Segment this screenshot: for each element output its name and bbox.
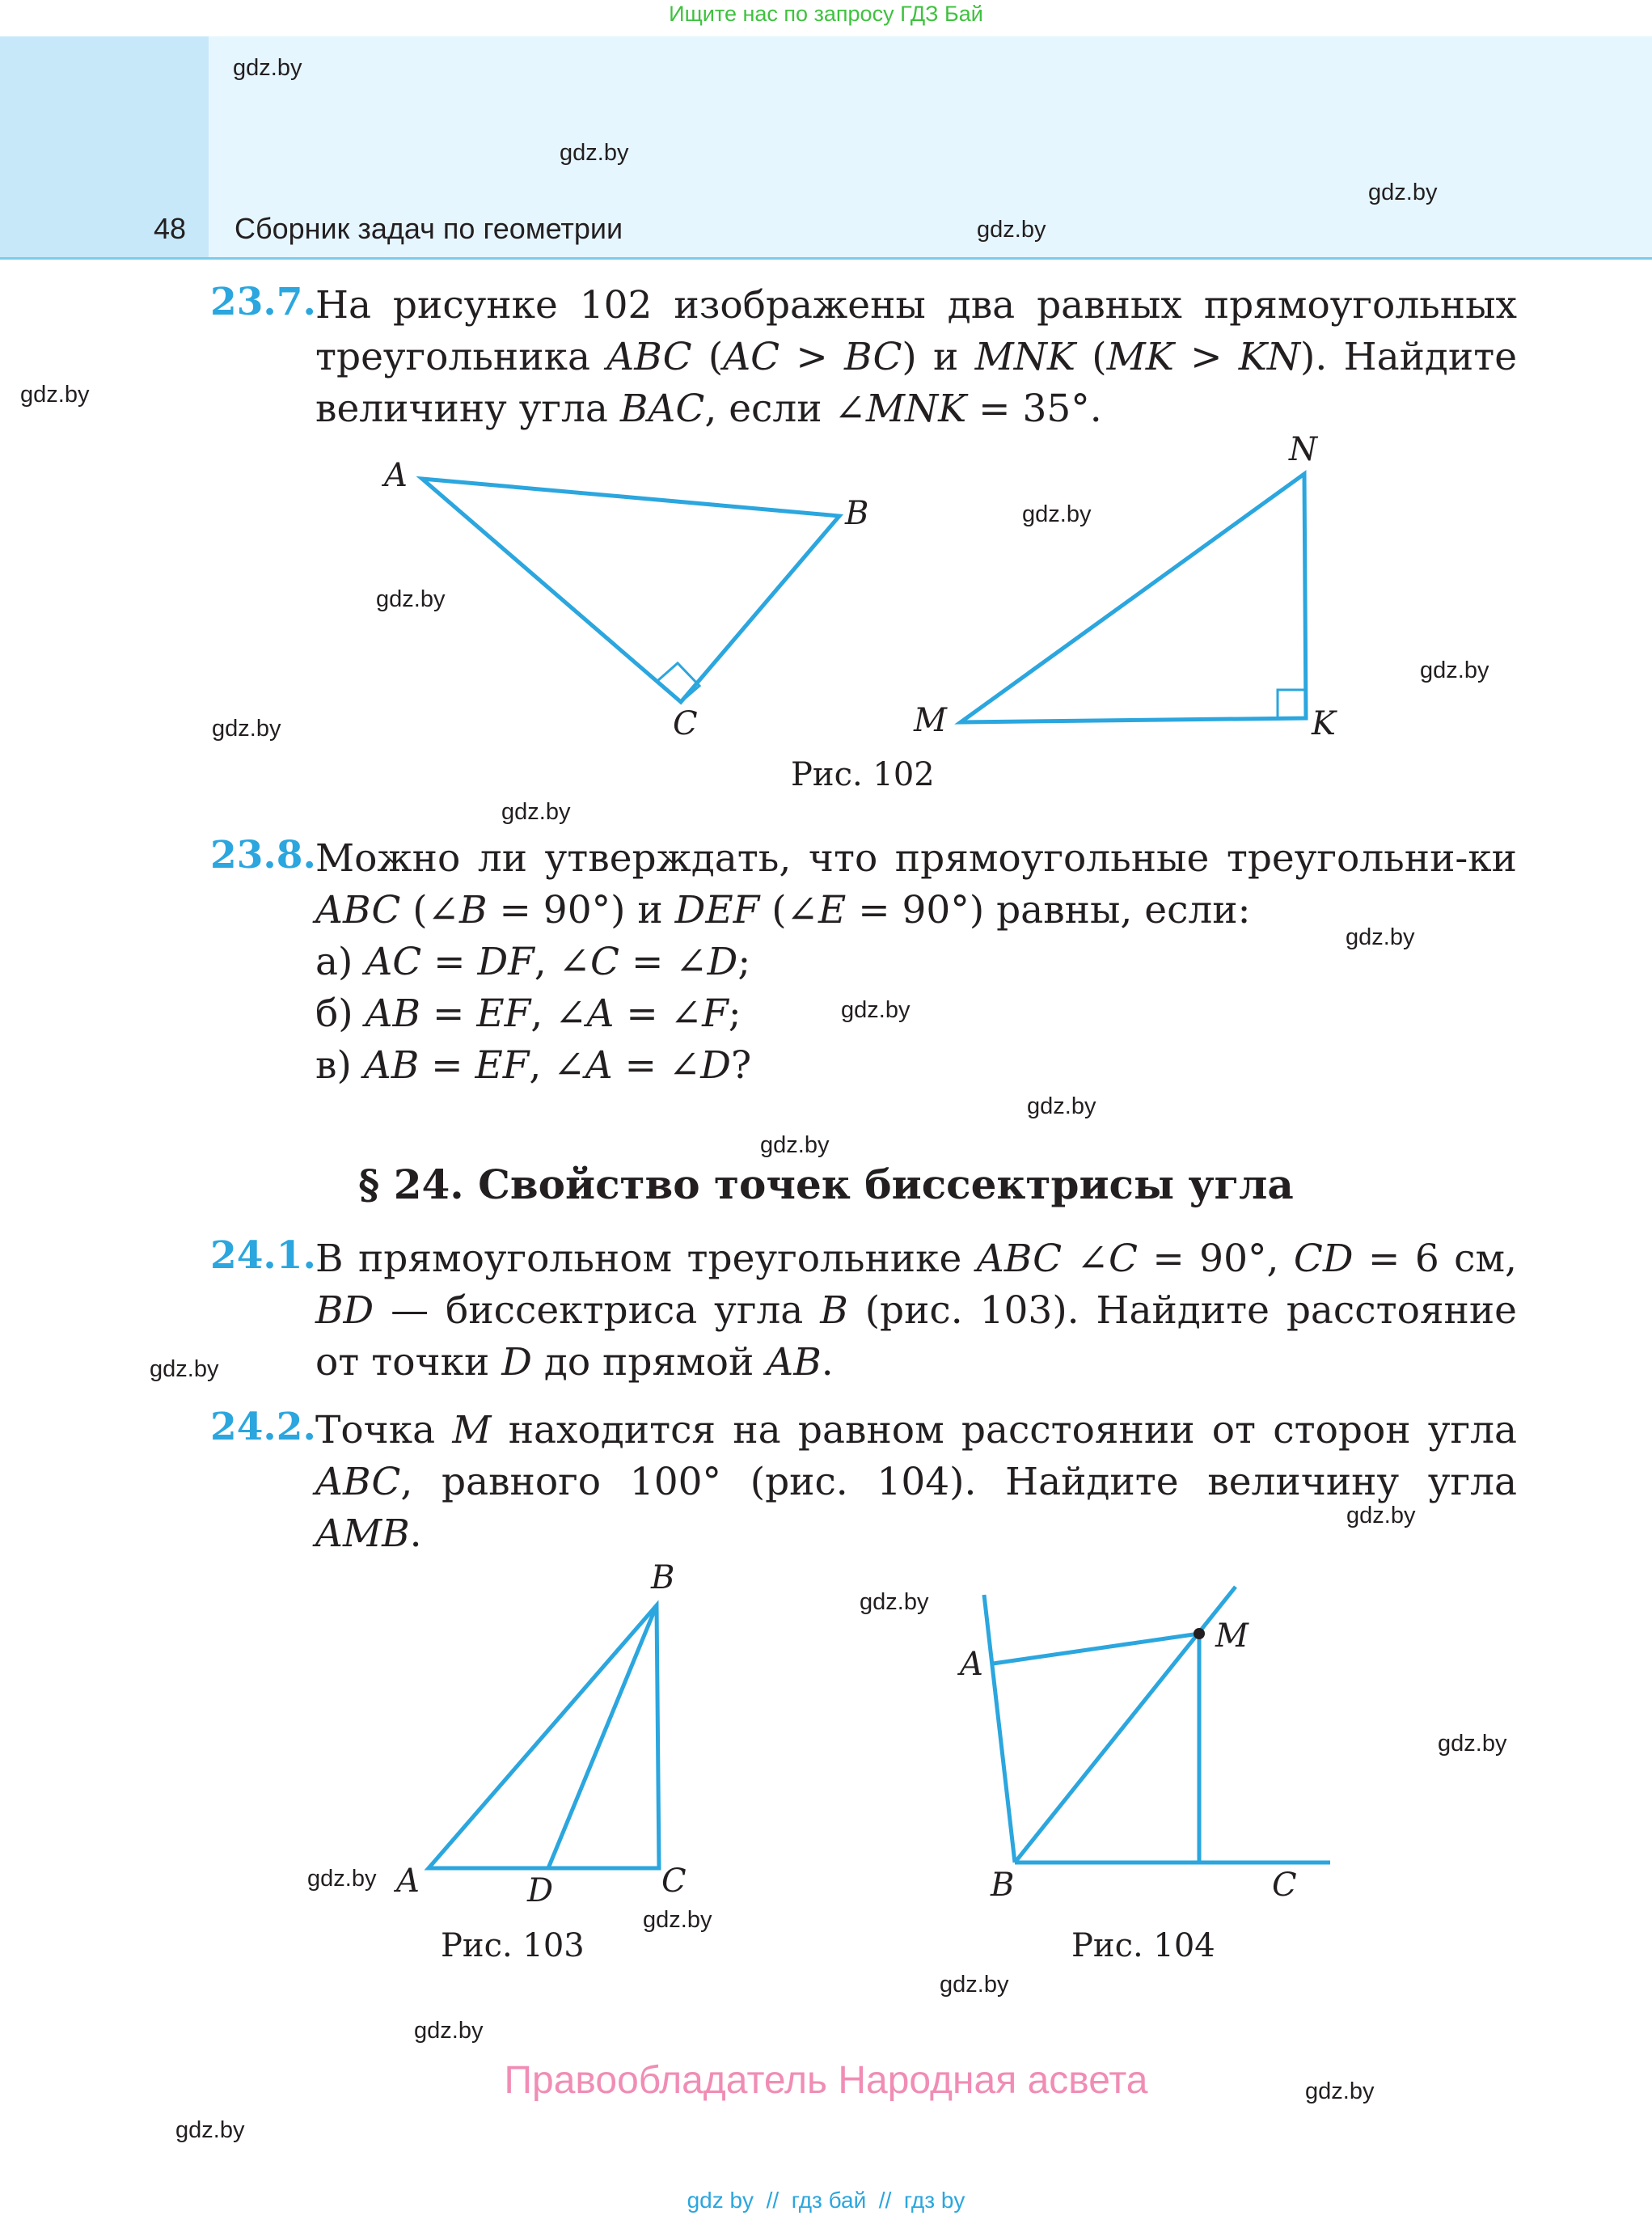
vertex-label-a: A: [396, 1862, 420, 1900]
triangle-abc: [422, 479, 839, 702]
triangle-mnk: [961, 474, 1306, 722]
vertex-label-b: B: [845, 495, 869, 532]
copyright-notice: Правообладатель Народная асвета: [504, 2059, 1148, 2102]
watermark: gdz.by: [376, 586, 446, 612]
watermark: gdz.by: [760, 1132, 830, 1158]
right-angle-mark: [657, 663, 699, 702]
watermark: gdz.by: [1368, 180, 1438, 205]
vertex-label-b: B: [651, 1559, 675, 1596]
problem-text: Точка M находится на равном расстоянии от сторон угла ABC, равного 100° (рис. 104). Найдите величину угла AMB.: [315, 1408, 1517, 1556]
vertex-label-m: M: [1215, 1617, 1249, 1655]
footer-links[interactable]: gdz by // гдз бай // гдз by: [687, 2188, 965, 2213]
watermark: gdz.by: [860, 1589, 929, 1615]
watermark: gdz.by: [1420, 657, 1489, 683]
watermark: gdz.by: [175, 2117, 245, 2143]
book-title: Сборник задач по геометрии: [234, 212, 623, 245]
ray-bm: [1015, 1587, 1236, 1862]
problem-text: Можно ли утверждать, что прямоугольные треугольни-ки ABC (∠B = 90°) и DEF (∠E = 90°) равны, если:: [315, 836, 1517, 932]
figure-caption: Рис. 103: [441, 1927, 585, 1964]
vertex-label-c: C: [661, 1862, 687, 1900]
watermark: gdz.by: [560, 140, 629, 166]
vertex-label-n: N: [1289, 431, 1317, 468]
vertex-label-a: A: [960, 1646, 983, 1683]
watermark: gdz.by: [977, 217, 1046, 243]
watermark: gdz.by: [1346, 1503, 1416, 1528]
page-number: 48: [154, 212, 187, 245]
point-m: [1194, 1628, 1205, 1639]
watermark: gdz.by: [1022, 501, 1092, 527]
watermark: gdz.by: [20, 382, 90, 408]
vertex-label-d: D: [527, 1872, 554, 1909]
figure-caption: Рис. 102: [791, 756, 935, 793]
perpendicular-ma: [993, 1634, 1199, 1664]
problem-option: а) AC = DF, ∠C = ∠D;: [315, 940, 751, 984]
top-banner: Ищите нас по запросу ГДЗ Бай: [669, 2, 983, 26]
vertex-label-a: A: [384, 457, 408, 494]
problem-number: 24.1.: [210, 1233, 316, 1278]
problem-number: 23.7.: [210, 280, 316, 324]
vertex-label-c: C: [673, 705, 698, 742]
vertex-label-b: B: [991, 1867, 1015, 1904]
watermark: gdz.by: [1027, 1093, 1096, 1119]
figure-caption: Рис. 104: [1071, 1927, 1215, 1964]
watermark: gdz.by: [1346, 924, 1415, 950]
problem-option: в) AB = EF, ∠A = ∠D?: [315, 1043, 752, 1088]
vertex-label-k: K: [1312, 705, 1336, 742]
watermark: gdz.by: [233, 55, 302, 81]
watermark: gdz.by: [501, 799, 571, 825]
problem-option: б) AB = EF, ∠A = ∠F;: [315, 991, 741, 1036]
watermark: gdz.by: [1305, 2078, 1375, 2104]
watermark: gdz.by: [940, 1972, 1009, 1998]
problem-number: 23.8.: [210, 833, 316, 877]
right-angle-mark: [1278, 690, 1306, 718]
bisector-bd: [548, 1605, 657, 1868]
section-title: § 24. Свойство точек биссектрисы угла: [358, 1161, 1294, 1208]
watermark: gdz.by: [1438, 1731, 1507, 1757]
watermark: gdz.by: [414, 2018, 484, 2044]
watermark: gdz.by: [307, 1866, 377, 1892]
problem-text: На рисунке 102 изображены два равных прямоугольных треугольника ABC (AC > BC) и MNK (MK > KN). Найдите величину угла BAC, если ∠MNK = 35°.: [315, 283, 1518, 431]
watermark: gdz.by: [212, 716, 281, 742]
watermark: gdz.by: [150, 1356, 219, 1382]
vertex-label-m: M: [914, 702, 947, 739]
problem-text: В прямоугольном треугольнике ABC ∠C = 90°, CD = 6 см, BD — биссектриса угла B (рис. 103). Найдите расстояние от точки D до прямой AB.: [315, 1237, 1517, 1385]
watermark: gdz.by: [643, 1907, 712, 1933]
ray-ba: [984, 1595, 1015, 1862]
watermark: gdz.by: [841, 997, 911, 1023]
problem-number: 24.2.: [210, 1405, 316, 1449]
vertex-label-c: C: [1272, 1867, 1297, 1904]
triangle-abc-103: [429, 1605, 659, 1868]
